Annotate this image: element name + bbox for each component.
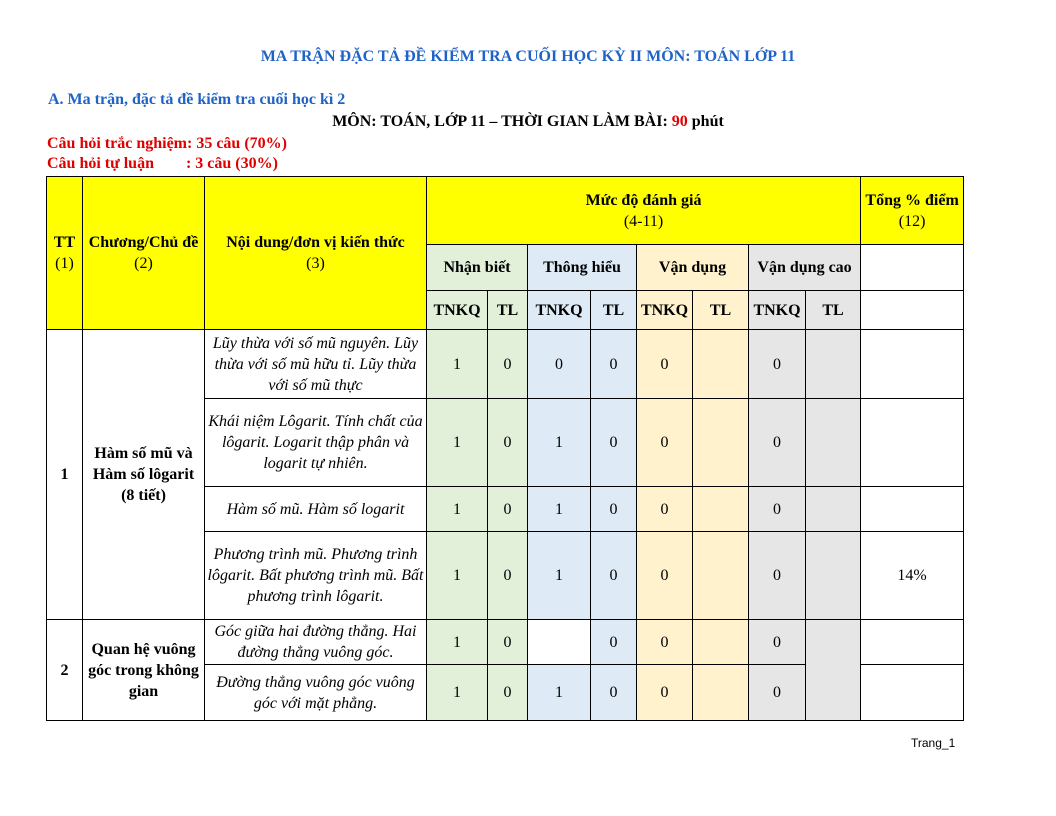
value-cell: 0	[528, 330, 591, 399]
header-level: Mức độ đánh giá (4-11)	[427, 177, 861, 245]
value-cell	[806, 487, 861, 532]
value-cell: 1	[528, 532, 591, 620]
value-cell: 1	[528, 487, 591, 532]
value-cell: 0	[637, 532, 693, 620]
value-cell: 1	[427, 487, 488, 532]
value-cell	[693, 487, 749, 532]
document-title: MA TRẬN ĐẶC TẢ ĐỀ KIỂM TRA CUỐI HỌC KỲ II MÔN: TOÁN LỚP 11	[260, 48, 796, 65]
subject-line	[0, 113, 1056, 131]
value-cell: 0	[749, 487, 806, 532]
value-cell	[806, 532, 861, 620]
value-cell: 0	[488, 532, 528, 620]
sub-tnkq: TNKQ	[749, 291, 806, 330]
value-cell: 0	[591, 330, 637, 399]
total-cell	[861, 620, 964, 665]
total-cell	[861, 330, 964, 399]
table-row	[47, 620, 964, 665]
value-cell: 0	[749, 665, 806, 721]
value-cell: 1	[427, 620, 488, 665]
value-cell: 0	[488, 330, 528, 399]
group-tt: 1	[47, 330, 83, 620]
value-cell: 0	[591, 665, 637, 721]
sub-tnkq: TNKQ	[528, 291, 591, 330]
total-cell	[861, 399, 964, 487]
section-heading: A. Ma trận, đặc tả đề kiểm tra cuối học kì 2	[48, 91, 346, 108]
assessment-matrix-table	[46, 176, 964, 721]
content-cell: Phương trình mũ. Phương trình lôgarit. Bất phương trình mũ. Bất phương trình lôgarit.	[205, 532, 427, 620]
subject-prefix: MÔN: TOÁN, LỚP 11 – THỜI GIAN LÀM BÀI:	[332, 113, 668, 130]
value-cell: 0	[749, 399, 806, 487]
header-chapter: Chương/Chủ đề (2)	[83, 177, 205, 330]
value-cell: 0	[488, 620, 528, 665]
group-tt: 2	[47, 620, 83, 721]
value-cell: 1	[427, 532, 488, 620]
sub-tnkq: TNKQ	[427, 291, 488, 330]
content-cell: Hàm số mũ. Hàm số logarit	[205, 487, 427, 532]
sub-tl: TL	[693, 291, 749, 330]
sub-empty	[861, 291, 964, 330]
value-cell: 1	[427, 665, 488, 721]
total-cell	[861, 487, 964, 532]
value-cell	[806, 399, 861, 487]
value-cell: 0	[637, 330, 693, 399]
subject-suffix: phút	[691, 113, 724, 130]
table-row	[47, 330, 964, 399]
value-cell: 1	[528, 399, 591, 487]
value-cell: 0	[591, 532, 637, 620]
level-apply-high: Vận dụng cao	[749, 245, 861, 291]
value-cell: 0	[637, 399, 693, 487]
group-chapter: Hàm số mũ và Hàm số lôgarit (8 tiết)	[83, 330, 205, 620]
value-cell: 0	[637, 620, 693, 665]
total-cell	[861, 665, 964, 721]
value-cell: 0	[591, 487, 637, 532]
value-cell	[693, 532, 749, 620]
value-cell	[806, 620, 861, 721]
sub-tl: TL	[806, 291, 861, 330]
group-chapter: Quan hệ vuông góc trong không gian	[83, 620, 205, 721]
sub-tl: TL	[591, 291, 637, 330]
header-content: Nội dung/đơn vị kiến thức (3)	[205, 177, 427, 330]
level-understand: Thông hiểu	[528, 245, 637, 291]
level-apply: Vận dụng	[637, 245, 749, 291]
level-recognize: Nhận biết	[427, 245, 528, 291]
sub-tnkq: TNKQ	[637, 291, 693, 330]
value-cell	[693, 665, 749, 721]
info-mcq: Câu hỏi trắc nghiệm: 35 câu (70%)	[47, 135, 287, 152]
value-cell: 1	[528, 665, 591, 721]
value-cell: 0	[749, 620, 806, 665]
value-cell	[693, 330, 749, 399]
value-cell: 0	[591, 620, 637, 665]
value-cell: 1	[427, 399, 488, 487]
content-cell: Góc giữa hai đường thẳng. Hai đường thẳng vuông góc.	[205, 620, 427, 665]
value-cell: 0	[488, 665, 528, 721]
value-cell	[693, 620, 749, 665]
sub-tl: TL	[488, 291, 528, 330]
value-cell: 0	[488, 399, 528, 487]
subject-minutes: 90	[671, 113, 688, 130]
value-cell: 0	[637, 665, 693, 721]
info-essay: Câu hỏi tự luận : 3 câu (30%)	[47, 155, 278, 172]
value-cell: 0	[749, 532, 806, 620]
value-cell: 0	[591, 399, 637, 487]
value-cell: 0	[749, 330, 806, 399]
value-cell	[528, 620, 591, 665]
header-total: Tổng % điểm (12)	[861, 177, 964, 245]
value-cell: 0	[637, 487, 693, 532]
value-cell	[806, 330, 861, 399]
level-empty	[861, 245, 964, 291]
value-cell	[693, 399, 749, 487]
content-cell: Lũy thừa với số mũ nguyên. Lũy thừa với số mũ hữu tỉ. Lũy thừa với số mũ thực	[205, 330, 427, 399]
content-cell: Khái niệm Lôgarit. Tính chất của lôgarit. Logarit thập phân và logarit tự nhiên.	[205, 399, 427, 487]
value-cell: 0	[488, 487, 528, 532]
content-cell: Đường thẳng vuông góc vuông góc với mặt phẳng.	[205, 665, 427, 721]
header-tt: TT (1)	[47, 177, 83, 330]
total-cell: 14%	[861, 532, 964, 620]
value-cell: 1	[427, 330, 488, 399]
page-number: Trang_1	[911, 736, 956, 750]
